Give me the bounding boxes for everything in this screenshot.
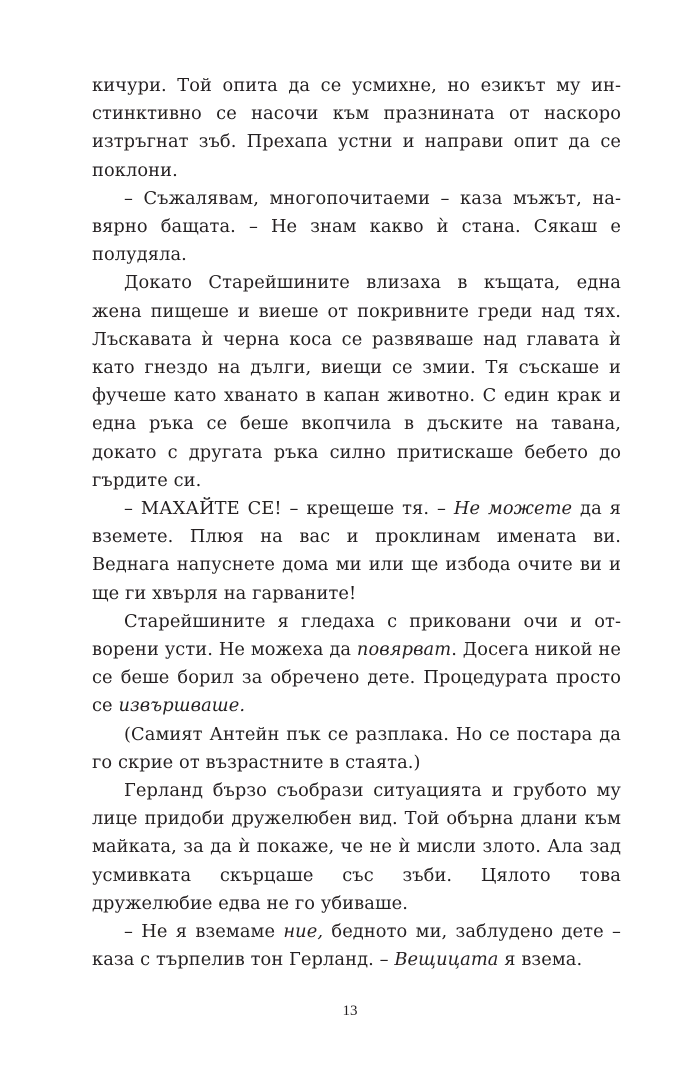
paragraph-2 (92, 185, 621, 270)
paragraph-7-text: Герланд бързо съобрази ситуацията и грубото му лице придоби дружелюбен вид. Той обърна длани към майката, за да ѝ покаже, че не ѝ мисли злото. Ала зад усмивката скърцаше със зъби. Цялото това дружелюбие едва не го убиваше. (92, 780, 621, 914)
paragraph-6-text: (Самият Антейн пък се разплака. Но се постара да го скрие от възрастните в стаята.) (92, 723, 621, 773)
paragraph-6 (92, 721, 621, 777)
paragraph-8-italic-b: Вещицата (394, 949, 499, 971)
paragraph-1-text: кичури. Той опита да се усмихне, но езикът му инстинктивно се насочи към празнината от наскоро изтръгнат зъб. Прехапа устни и направи опит да се поклони. (92, 75, 621, 181)
paragraph-8-text-c: я взема. (498, 949, 583, 971)
paragraph-8-text-a: – Не я вземаме (124, 921, 284, 943)
paragraph-5-italic-b: извършваше. (118, 695, 246, 717)
paragraph-5-italic-a: повярват (356, 639, 452, 661)
paragraph-1 (92, 72, 621, 185)
paragraph-7 (92, 777, 621, 918)
paragraph-8-text-b: бедното ми, заблудено дете – каза с търпелив тон Герланд. – (92, 921, 622, 971)
paragraph-4-italic-a: Не можете (453, 498, 573, 520)
paragraph-5 (92, 608, 621, 721)
paragraph-8 (92, 918, 621, 974)
paragraph-3-text: Докато Старейшините влизаха в къщата, една жена пищеше и виеше от покривните греди над тях. Лъскавата ѝ черна коса се развяваше над главата ѝ като гнездо на дълги, виещи се змии. Тя съскаше и фучеше като хванато в капан животно. С един крак и една ръка се беше вкопчила в дъските на тавана, докато с другата ръка силно притискаше бебето до гърдите си. (92, 272, 621, 491)
paragraph-3 (92, 269, 621, 495)
paragraph-4 (92, 495, 621, 608)
paragraph-8-italic-a: ние, (283, 921, 324, 943)
body-text (92, 72, 621, 975)
paragraph-2-text: – Съжалявам, многопочитаеми – каза мъжът, навярно бащата. – Не знам какво ѝ стана. Сякаш е полудяла. (92, 187, 621, 266)
paragraph-4-text-b: да я вземете. Плюя на вас и проклинам имената ви. Веднага напуснете дома ми или ще избода очите ви и ще ги хвърля на гарваните! (92, 498, 621, 604)
paragraph-5-text-b: . Досега никой не се беше борил за обречено дете. Процедурата просто се (92, 639, 621, 717)
page-number: 13 (342, 1003, 358, 1019)
paragraph-4-text-a: – МАХАЙТЕ СЕ! – крещеше тя. – (124, 498, 454, 520)
paragraph-5-text-a: Старейшините я гледаха с приковани очи и отворени усти. Не можеха да (92, 610, 621, 661)
